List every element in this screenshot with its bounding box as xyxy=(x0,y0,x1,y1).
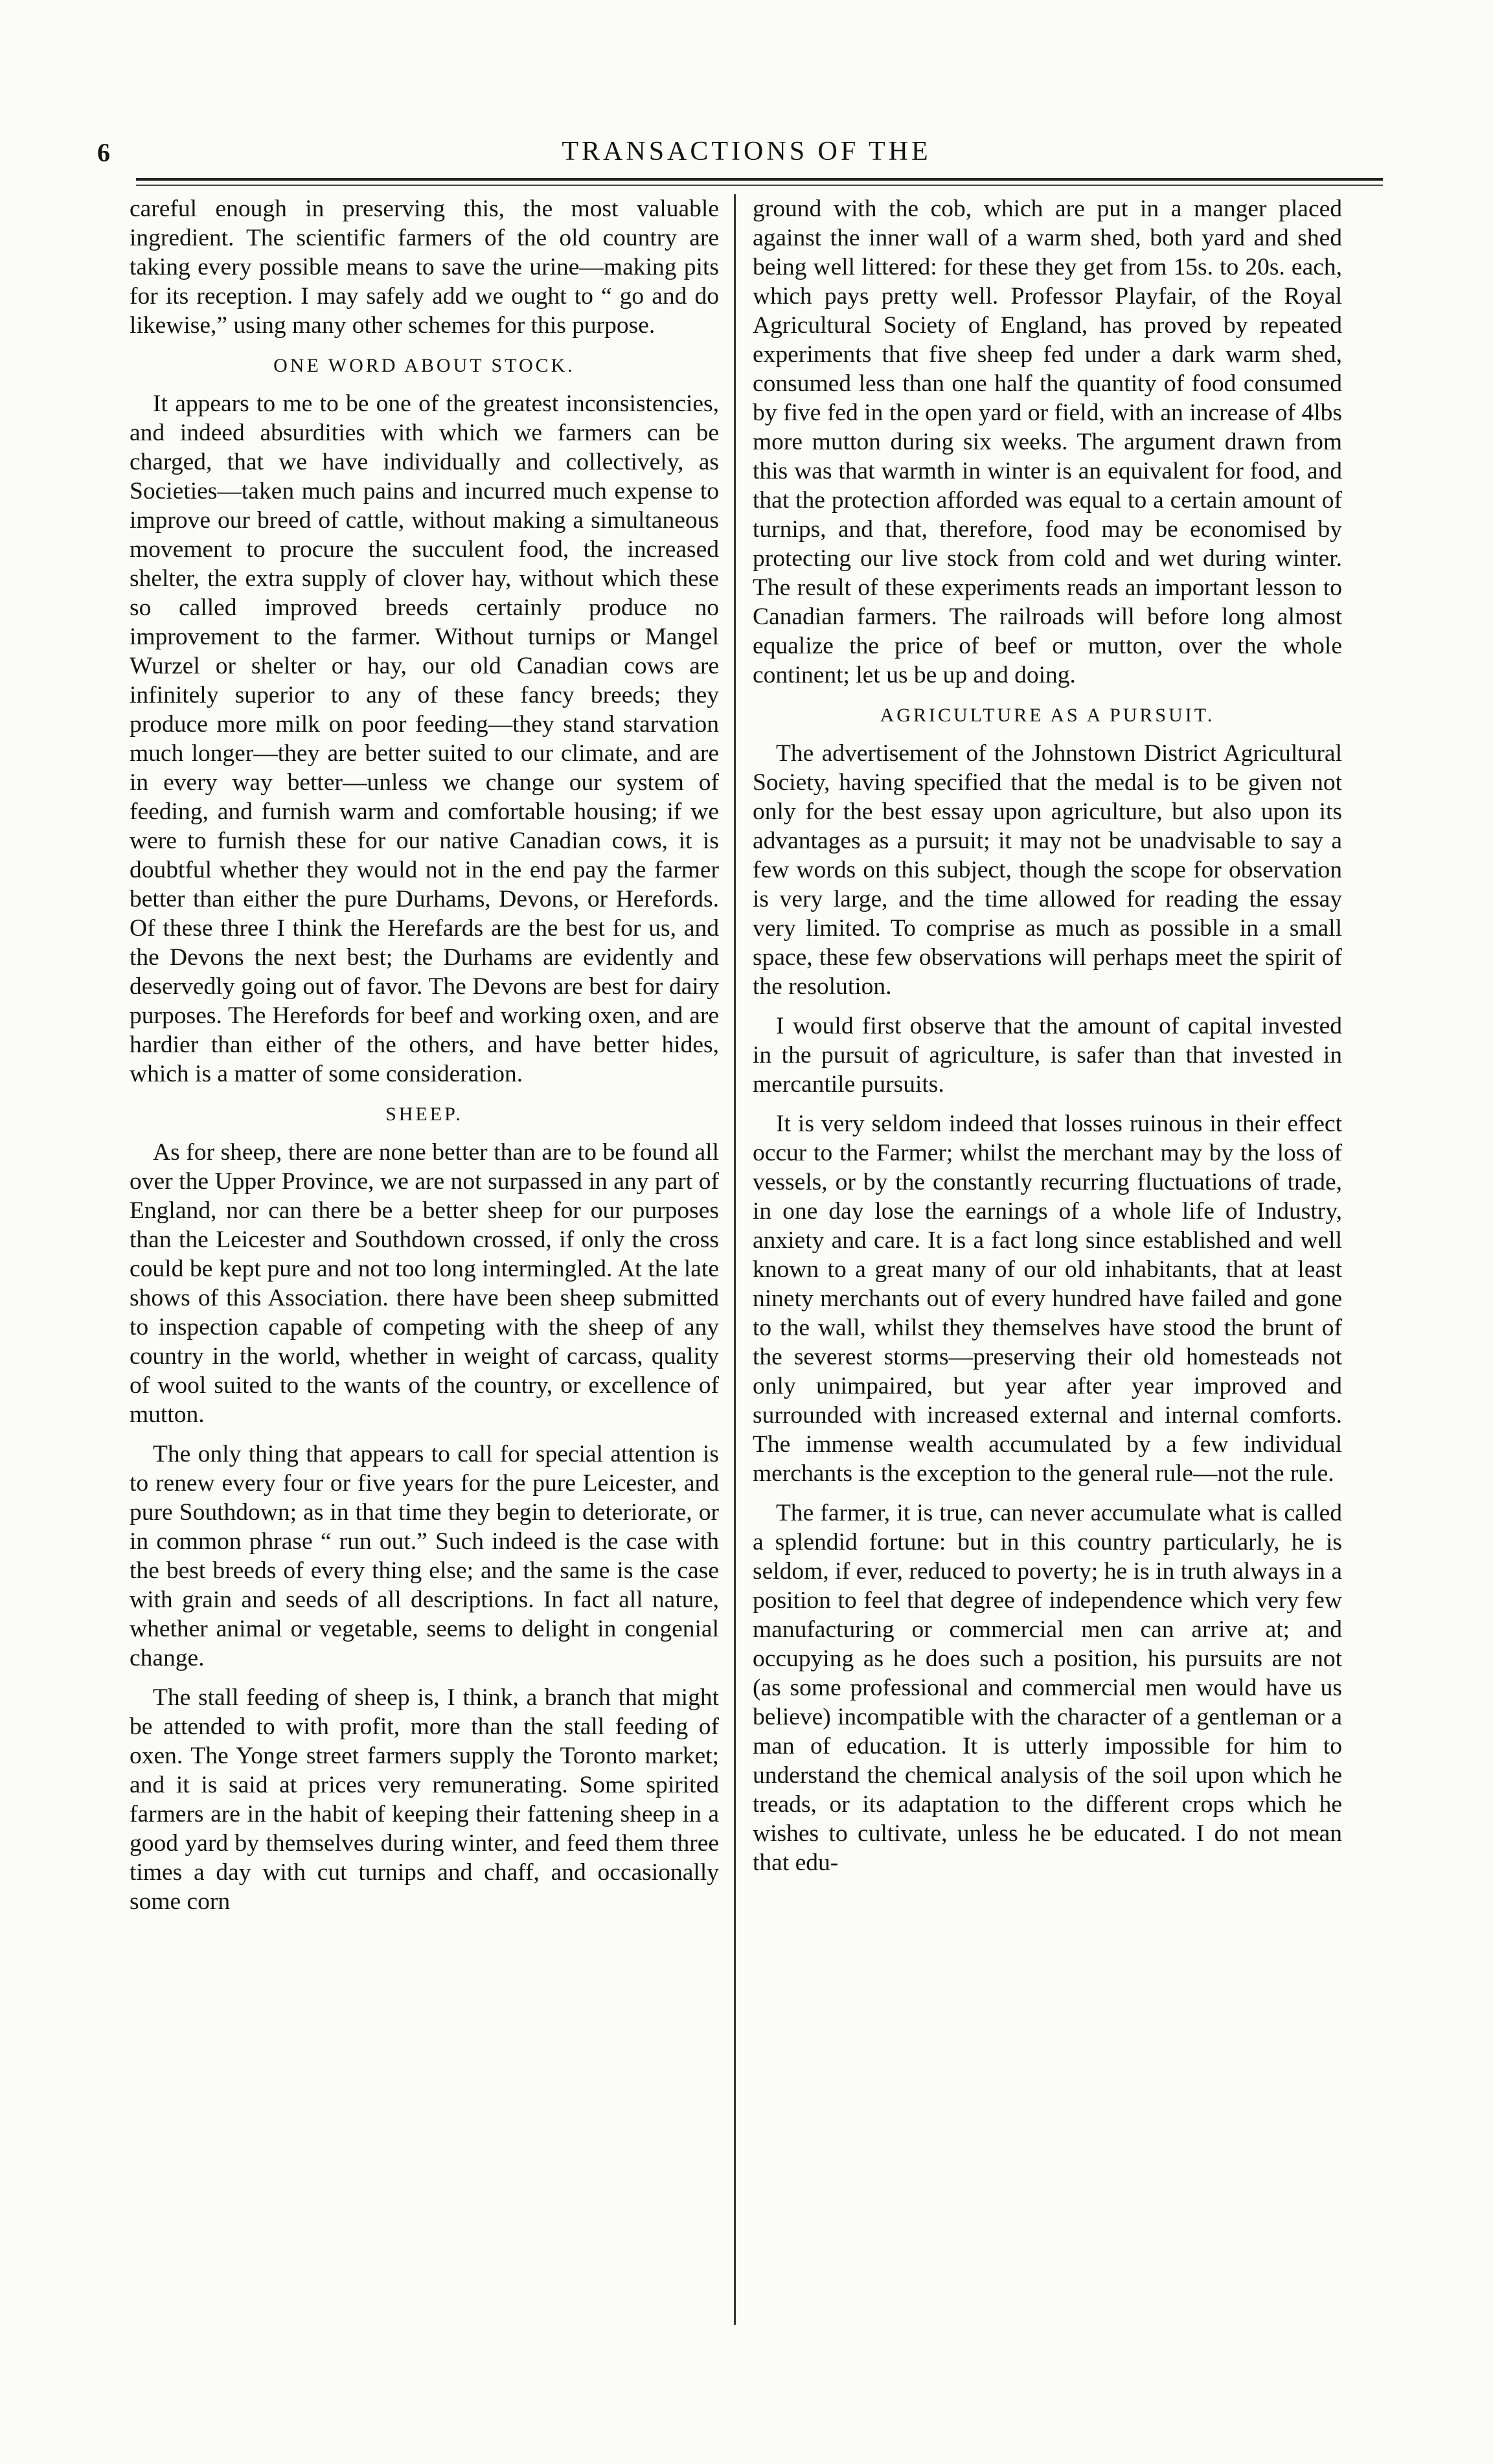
left-column xyxy=(130,194,719,2396)
section-heading: AGRICULTURE AS A PURSUIT. xyxy=(880,705,1215,726)
paragraph: I would first observe that the amount of capital invested in the pursuit of agriculture, is safer than that invested in mercantile pursuits. xyxy=(753,1013,1342,1098)
paragraph: The only thing that appears to call for special attention is to renew every four or five years for the pure Leicester, and pure Southdown; as in that time they begin to deteriorate, or in common phrase “ run out.” Such indeed is the case with the best breeds of every thing else; and the same is the case with grain and seeds of all descriptions. In fact all nature, whether animal or vegetable, seems to delight in congenial change. xyxy=(130,1441,719,1671)
paragraph: ground with the cob, which are put in a manger placed against the inner wall of a warm shed, both yard and shed being well littered: for these they get from 15s. to 20s. each, which pays pretty well. Professor Playfair, of the Royal Agricultural Society of England, has proved by repeated experiments that five sheep fed under a dark warm shed, consumed less than one half the quantity of food consumed by five fed in the open yard or field, with an increase of 4lbs more mutton during six weeks. The argument drawn from this was that warmth in winter is an equivalent for food, and that the protection afforded was equal to a certain amount of turnips, and that, therefore, food may be economised by protecting our live stock from cold and wet during winter. The result of these experiments reads an important lesson to Canadian farmers. The railroads will before long almost equalize the price of beef or mutton, over the whole continent; let us be up and doing. xyxy=(753,196,1342,688)
paragraph: The advertisement of the Johnstown District Agricultural Society, having specified that the medal is to be given not only for the best essay upon agriculture, but also upon its advantages as a pursuit; it may not be unadvisable to say a few words on this subject, though the scope for observation is very large, and the time allowed for reading the essay very limited. To comprise as much as possible in a small space, these few observations will perhaps meet the spirit of the resolution. xyxy=(753,740,1342,1000)
paragraph: As for sheep, there are none better than are to be found all over the Upper Province, we are not surpassed in any part of England, nor can there be a better sheep for our purposes than the Leicester and Southdown crossed, if only the cross could be kept pure and not too long intermingled. At the late shows of this Association. there have been sheep submitted to inspection capable of competing with the sheep of any country in the world, whether in weight of carcass, quality of wool suited to the wants of the country, or excellence of mutton. xyxy=(130,1139,719,1428)
column-divider xyxy=(734,194,736,2325)
running-head: TRANSACTIONS OF THE xyxy=(562,137,931,166)
header-rule xyxy=(136,178,1383,186)
paragraph: careful enough in preserving this, the most valuable ingredient. The scientific farmers of the old country are taking every possible means to save the urine—making pits for its reception. I may safely add we ought to “ go and do likewise,” using many other schemes for this purpose. xyxy=(130,196,719,339)
page-number: 6 xyxy=(97,138,110,167)
paragraph: It is very seldom indeed that losses ruinous in their effect occur to the Farmer; whilst the merchant may by the loss of vessels, or by the constantly recurring fluctuations of trade, in one day lose the earnings of a whole life of Industry, anxiety and care. It is a fact long since established and well known to a great many of our old inhabitants, that at least ninety merchants out of every hundred have failed and gone to the wall, whilst they themselves have stood the brunt of the severest storms—preserving their old homesteads not only unimpaired, but year after year improved and surrounded with increased external and internal comforts. The immense wealth accumulated by a few individual merchants is the exception to the general rule—not the rule. xyxy=(753,1111,1342,1487)
section-heading: ONE WORD ABOUT STOCK. xyxy=(273,355,575,376)
right-column xyxy=(753,194,1342,2396)
paragraph: It appears to me to be one of the greatest inconsistencies, and indeed absurdities with which we farmers can be charged, that we have individually and collectively, as Societies—taken much pains and incurred much expense to improve our breed of cattle, without making a simultaneous movement to procure the succulent food, the increased shelter, the extra supply of clover hay, without which these so called improved breeds certainly produce no improvement to the farmer. Without turnips or Mangel Wurzel or shelter or hay, our old Canadian cows are infinitely superior to any of these fancy breeds; they produce more milk on poor feeding—they stand starvation much longer—they are better suited to our climate, and are in every way better—unless we change our system of feeding, and furnish warm and comfortable housing; if we were to furnish these for our native Canadian cows, it is doubtful whether they would not in the end pay the farmer better than either the pure Durhams, Devons, or Herefords. Of these three I think the Herefards are the best for us, and the Devons the next best; the Durhams are evidently and deservedly going out of favor. The Devons are best for dairy purposes. The Herefords for beef and working oxen, and are hardier than either of the others, and have better hides, which is a matter of some consideration. xyxy=(130,390,719,1087)
paragraph: The stall feeding of sheep is, I think, a branch that might be attended to with profit, more than the stall feeding of oxen. The Yonge street farmers supply the Toronto market; and it is said at prices very remunerating. Some spirited farmers are in the habit of keeping their fattening sheep in a good yard by themselves during winter, and feed them three times a day with cut turnips and chaff, and occasionally some corn xyxy=(130,1684,719,1915)
paragraph: The farmer, it is true, can never accumulate what is called a splendid fortune: but in this country particularly, he is seldom, if ever, reduced to poverty; he is in truth always in a position to feel that degree of independence which very few manufacturing or commercial men can arrive at; and occupying as he does such a position, his pursuits are not (as some professional and commercial men would have us believe) incompatible with the character of a gentleman or a man of education. It is utterly impossible for him to understand the chemical analysis of the soil upon which he treads, or its adaptation to the different crops which he wishes to cultivate, unless he be educated. I do not mean that edu- xyxy=(753,1500,1342,1876)
section-heading: SHEEP. xyxy=(385,1103,463,1125)
